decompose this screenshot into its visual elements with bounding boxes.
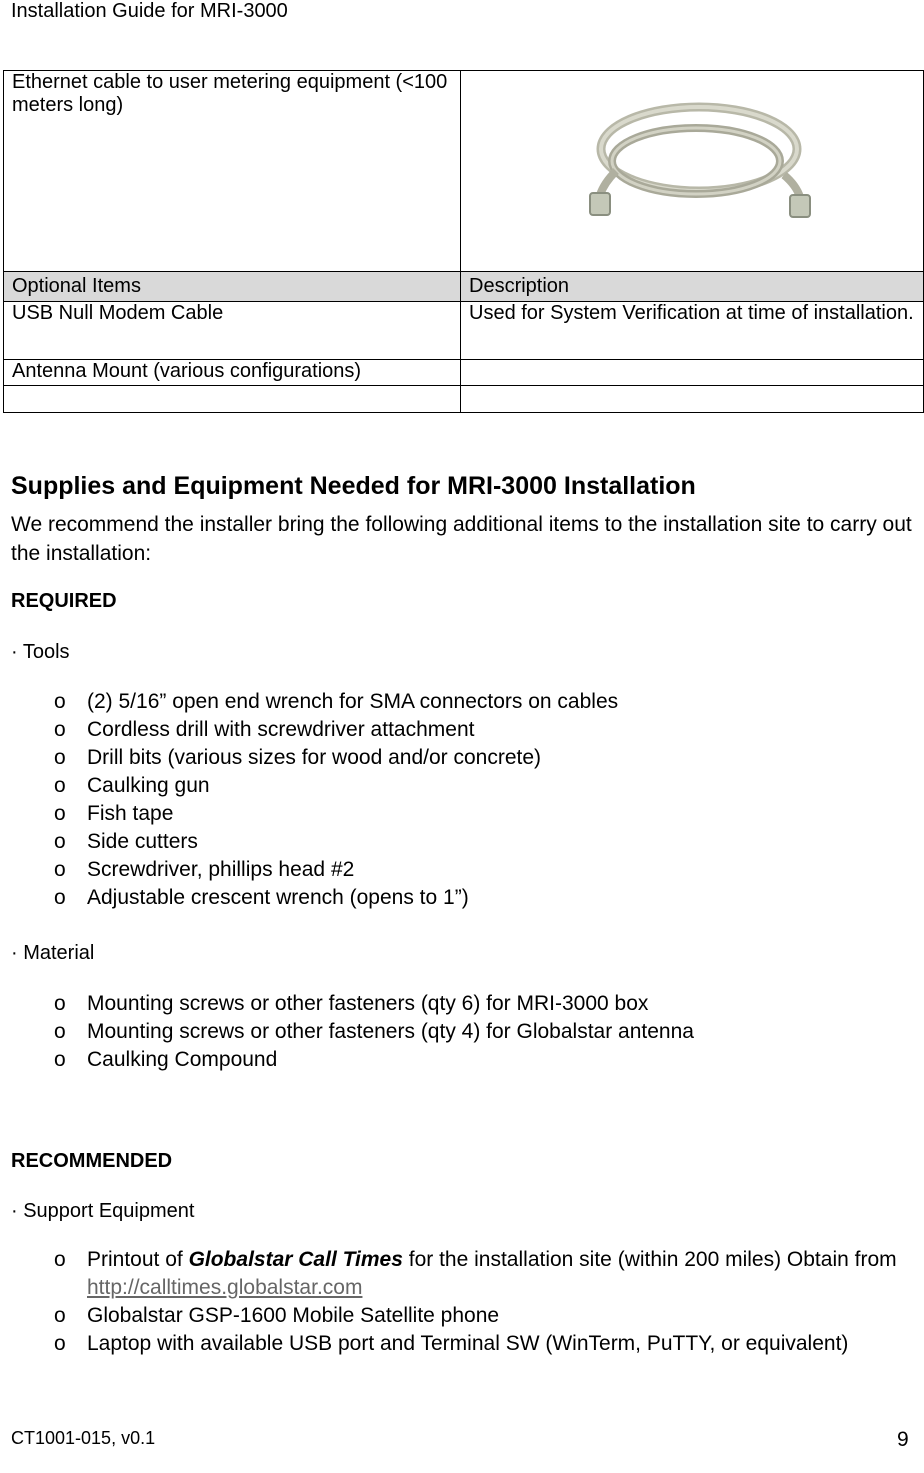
list-item: o (2) 5/16” open end wrench for SMA connectors on cables xyxy=(0,688,900,716)
list-item: o Drill bits (various sizes for wood and/or concrete) xyxy=(0,744,900,772)
table-row xyxy=(4,302,924,360)
support-list xyxy=(0,1246,900,1358)
table-row xyxy=(4,360,924,386)
item-cell xyxy=(4,386,461,413)
bullet-marker: o xyxy=(54,1304,66,1327)
bullet-marker: o xyxy=(54,690,66,713)
description-cell xyxy=(461,386,924,413)
list-item: o Adjustable crescent wrench (opens to 1”) xyxy=(0,884,900,912)
section-title: Supplies and Equipment Needed for MRI-3000 Installation xyxy=(11,472,696,500)
header-description: Description xyxy=(461,272,924,302)
cable-item-cell: Ethernet cable to user metering equipment (<100 meters long) xyxy=(4,71,461,272)
footer-doc-id: CT1001-015, v0.1 xyxy=(11,1428,156,1448)
list-item: o Laptop with available USB port and Terminal SW (WinTerm, PuTTY, or equivalent) xyxy=(0,1330,900,1358)
bullet-marker: o xyxy=(54,1248,66,1271)
ethernet-cable-image xyxy=(586,79,812,271)
item-cell: USB Null Modem Cable xyxy=(4,302,461,360)
bullet-marker: o xyxy=(54,774,66,797)
tools-label: · Tools xyxy=(11,641,70,663)
tools-list xyxy=(0,688,900,912)
material-list xyxy=(0,990,900,1074)
header-optional-items: Optional Items xyxy=(4,272,461,302)
bullet-marker: o xyxy=(54,746,66,769)
table-row xyxy=(4,386,924,413)
bullet-marker: o xyxy=(54,858,66,881)
calltimes-link[interactable]: http://calltimes.globalstar.com xyxy=(87,1276,363,1299)
bullet-marker: o xyxy=(54,718,66,741)
bullet-marker: o xyxy=(54,830,66,853)
table-header-row xyxy=(4,272,924,302)
page-header: Installation Guide for MRI-3000 xyxy=(11,0,288,22)
intro-paragraph: We recommend the installer bring the following additional items to the installation site to carry out the installation: xyxy=(11,513,912,565)
list-item: o Mounting screws or other fasteners (qty 6) for MRI-3000 box xyxy=(0,990,900,1018)
bullet-marker: o xyxy=(54,1332,66,1355)
required-label: REQUIRED xyxy=(11,590,117,612)
items-table xyxy=(3,70,924,413)
bullet-marker: o xyxy=(54,886,66,909)
bullet-marker: o xyxy=(54,802,66,825)
bullet-marker: o xyxy=(54,992,66,1015)
cable-image-cell xyxy=(461,71,924,272)
table-row-cable xyxy=(4,71,924,272)
material-label: · Material xyxy=(11,942,95,964)
list-item: o Side cutters xyxy=(0,828,900,856)
call-times-title: Globalstar Call Times xyxy=(188,1248,403,1271)
bullet-marker: o xyxy=(54,1020,66,1043)
list-item: o Mounting screws or other fasteners (qty 4) for Globalstar antenna xyxy=(0,1018,900,1046)
list-item: o Printout of Globalstar Call Times for the installation site (within 200 miles) Obtain from http://calltimes.globalstar.com xyxy=(54,1248,897,1299)
list-item: o Caulking Compound xyxy=(0,1046,900,1074)
list-item: o Globalstar GSP-1600 Mobile Satellite phone xyxy=(0,1302,900,1330)
recommended-label: RECOMMENDED xyxy=(11,1150,173,1172)
bullet-marker: o xyxy=(54,1048,66,1071)
description-cell xyxy=(461,360,924,386)
support-equipment-label: · Support Equipment xyxy=(11,1200,195,1222)
item-cell: Antenna Mount (various configurations) xyxy=(4,360,461,386)
list-item: o Fish tape xyxy=(0,800,900,828)
list-item: o Cordless drill with screwdriver attachment xyxy=(0,716,900,744)
list-item: o Caulking gun xyxy=(0,772,900,800)
list-item: o Screwdriver, phillips head #2 xyxy=(0,856,900,884)
description-cell: Used for System Verification at time of installation. xyxy=(461,302,924,360)
footer-page-number: 9 xyxy=(897,1428,909,1451)
